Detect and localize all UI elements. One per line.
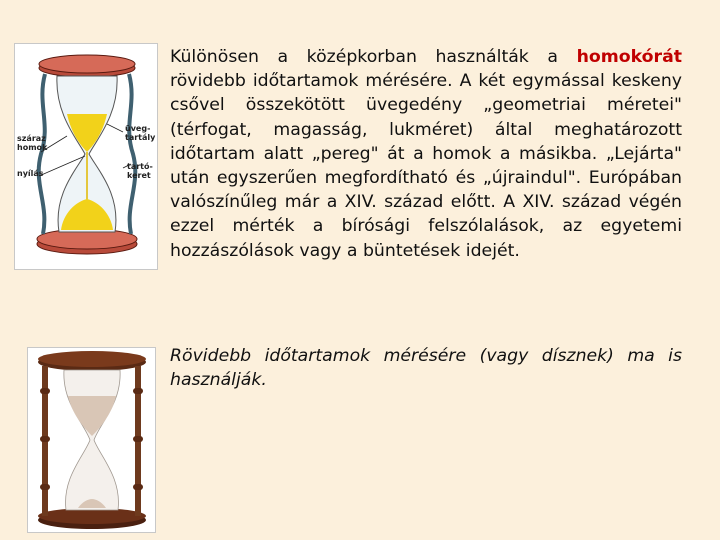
hourglass-diagram-illustration xyxy=(15,44,157,269)
highlight-homokorat: homokórát xyxy=(576,47,682,67)
hourglass-diagram-figure xyxy=(14,43,158,270)
label-szaraz-homok: száraz homok xyxy=(17,134,48,152)
label-uvegtartaly: üveg- tartály xyxy=(125,124,156,142)
paragraph1-before: Különösen a középkorban használták a xyxy=(170,47,577,67)
paragraph1-after: rövidebb időtartamok mérésére. A két egymással keskeny csővel összekötött üvegedény „geometriai méretei" (térfogat, magasság, lukméret) által meghatározott időtartam alatt „pereg" át a homok a másikba. „Lejárta" után egyszerűen megfordítható és „újraindul". Európában valószínűleg már a XIV. század előtt. A XIV. század végén ezzel mérték a bírósági felszólalások, az egyetemi hozzászólások vagy a büntetések idejét. xyxy=(170,71,682,261)
hourglass-photo-illustration xyxy=(28,348,155,532)
paragraph-mai-hasznalat: Rövidebb időtartamok mérésére (vagy dísznek) ma is használják. xyxy=(170,346,682,391)
label-nyilas: nyílás xyxy=(17,169,44,178)
paragraph-homokora xyxy=(170,45,682,263)
label-tartokeret: tartó- keret xyxy=(127,162,153,180)
hourglass-photo-figure xyxy=(27,347,156,533)
